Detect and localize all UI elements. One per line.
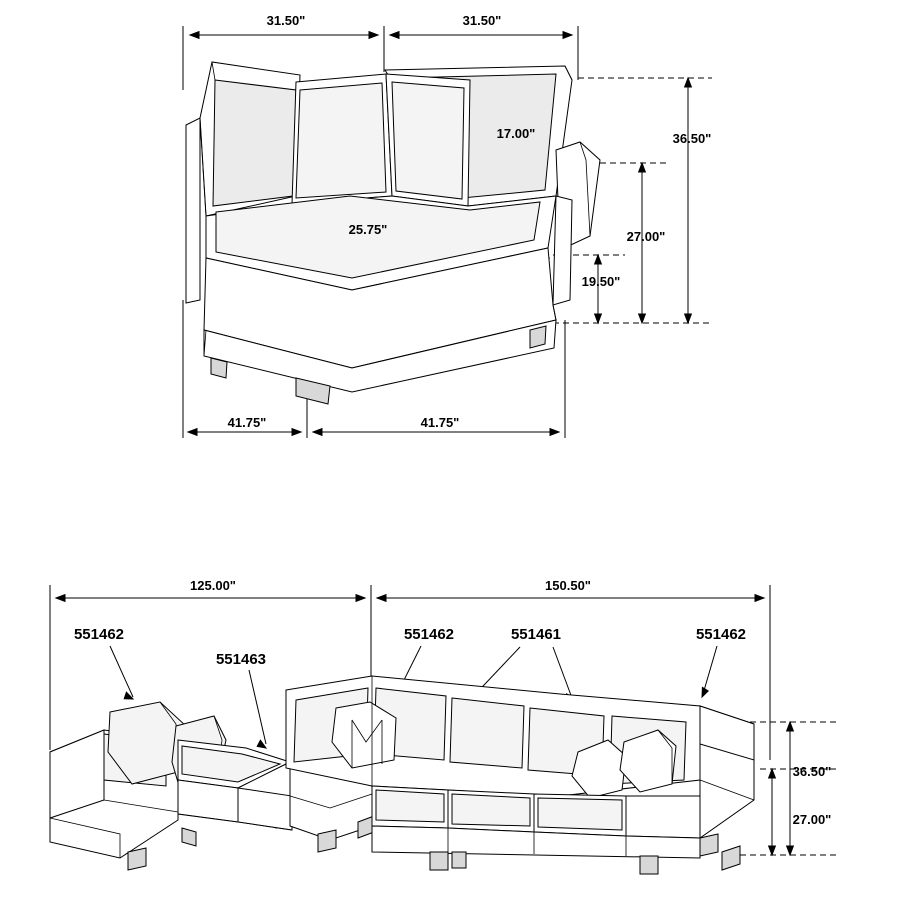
part-callout-labels [74, 626, 746, 668]
part-code-551462-mid: 551462 [403, 626, 455, 643]
dim-seat-depth: 25.75" [348, 222, 388, 237]
dim-back-cushion-height: 17.00" [496, 126, 536, 141]
part-code-551461: 551461 [510, 626, 562, 643]
dim-bottom-right-width: 41.75" [420, 415, 460, 430]
dim-top-right-width: 31.50" [462, 13, 502, 28]
dim-right-section-width: 150.50" [545, 578, 591, 593]
part-code-551462-right: 551462 [695, 626, 747, 643]
dim-top-left-width: 31.50" [266, 13, 306, 28]
dim-arm-height: 27.00" [626, 229, 666, 244]
part-code-551463: 551463 [215, 651, 267, 668]
dim-overall-height-2: 36.50" [792, 764, 832, 779]
dim-overall-height: 36.50" [672, 131, 712, 146]
corner-chair-illustration [186, 62, 600, 404]
dim-bottom-left-width: 41.75" [227, 415, 267, 430]
dim-seat-height: 19.50" [581, 274, 621, 289]
part-code-551462-left: 551462 [73, 626, 125, 643]
dim-left-section-width: 125.00" [190, 578, 236, 593]
dim-arm-height-2: 27.00" [792, 812, 832, 827]
sectional-illustration [50, 676, 754, 874]
